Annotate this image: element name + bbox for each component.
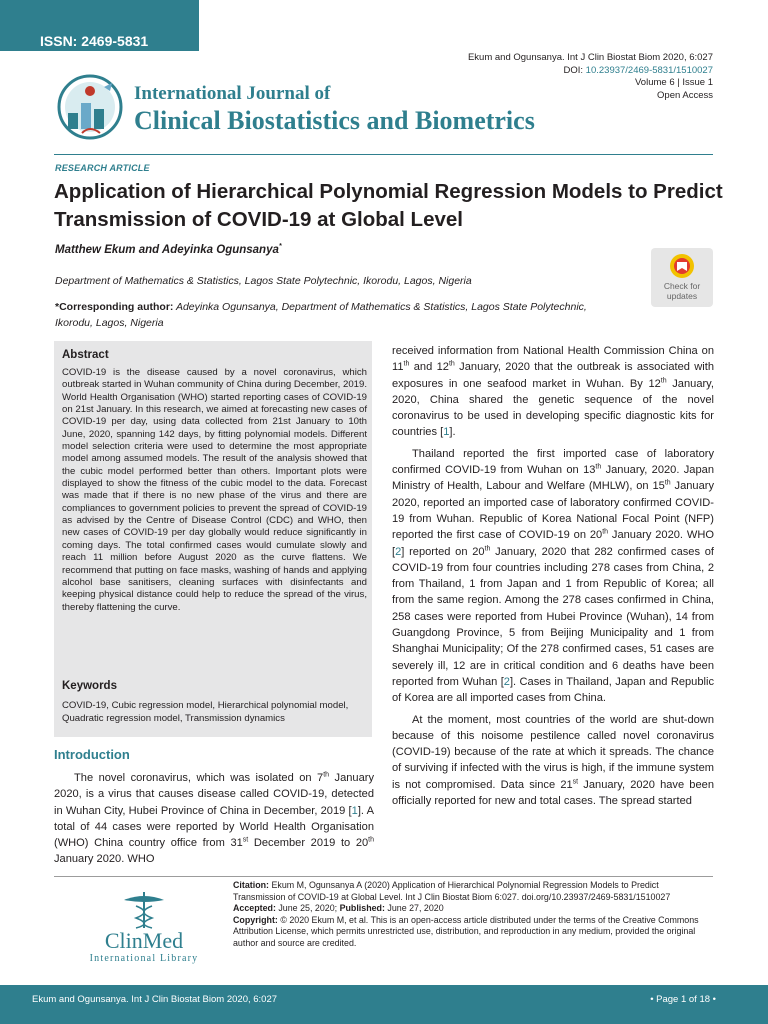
check-for-updates-icon — [651, 248, 713, 282]
abstract-heading: Abstract — [62, 349, 109, 361]
clinmed-logo-text: ClinMed — [104, 928, 184, 953]
corresponding-author: *Corresponding author: Adeyinka Ogunsanya, Department of Mathematics & Statistics, Lagos State Polytechnic, Ikorodu, Lagos, Nigeria — [55, 301, 587, 329]
header-divider — [54, 154, 713, 155]
body-paragraph: At the moment, most countries of the world are shut-down because of this noisome pestilence called novel coronavirus (COVID-19) because of the rate at which it spreads. The chance of surviving if infected with the virus is high, if the immune system is not compromised. Data since 21st January, 2020 have been officially reported for new and total cases. The spread started — [392, 713, 714, 808]
journal-name-line2: Clinical Biostatistics and Biometrics — [134, 106, 535, 135]
keywords-text: COVID-19, Cubic regression model, Hierarchical polynomial model, Quadratic regression model, Transmission dynamics — [62, 700, 349, 724]
article-meta — [468, 52, 713, 102]
journal-name-line1: International Journal of — [134, 83, 331, 104]
citation-divider — [54, 876, 713, 877]
meta-citation: Ekum and Ogunsanya. Int J Clin Biostat Biom 2020, 6:027 — [467, 52, 713, 63]
body-paragraph: Thailand reported the first imported case of laboratory confirmed COVID-19 from Wuhan on 13th January, 2020. Japan Ministry of Health, Labour and Welfare (MHLW), on 15th January 2020, reported an imported case of laboratory confirmed COVID-19 from Wuhan. Republic of Korea National Focal Point (NFP) reported the first case of COVID-19 on 20th January 2020. WHO [2] reported on 20th January, 2020 that 282 confirmed cases of COVID-19 from four countries including 278 cases from China, 2 from Thailand, 1 from Japan and 1 from Republic of Korea; all from the same region. Among the 278 cases confirmed in China, 258 cases were reported from Hubei Province (Wuhan), 14 from Guangdong Province, 5 from Beijing Municipality and 1 from Shanghai Municipality; Of the 278 confirmed cases, 51 cases are severely ill, 12 are in critical condition and 6 deaths have been reported from Wuhan [2]. Cases in Thailand, Japan and Republic of Korea are all imported cases from China. — [392, 447, 715, 705]
reference-link[interactable]: 2 — [503, 675, 510, 688]
author-mark: * — [278, 243, 282, 251]
medical-globe-icon — [54, 73, 126, 141]
issn-label: ISSN: 2469-5831 — [40, 33, 149, 49]
reference-link[interactable]: 2 — [395, 545, 402, 558]
check-for-updates-label: Check for updates — [663, 281, 701, 301]
reference-link[interactable]: 1 — [443, 426, 450, 439]
page-number: • Page 1 of 18 • — [650, 994, 716, 1005]
authors: Matthew Ekum and Adeyinka Ogunsanya* — [55, 243, 282, 256]
intro-paragraph: The novel coronavirus, which was isolated on 7th January 2020, is a virus that causes disease called COVID-19, detected in Wuhan City, Hubei Province of China in December, 2019 [1]. A total of 44 cases were reported by World Health Organisation (WHO) China country office from 31st December 2019 to 20th January 2020. WHO — [54, 771, 374, 866]
left-column — [54, 770, 374, 868]
keywords-heading: Keywords — [62, 680, 117, 692]
footer-citation: Ekum and Ogunsanya. Int J Clin Biostat Biom 2020, 6:027 — [32, 994, 278, 1005]
caduceus-icon — [62, 888, 226, 966]
citation-text: Citation: Ekum M, Ogunsanya A (2020) Application of Hierarchical Polynomial Regression Models to Predict Transmission of COVID-19 at Global Level. Int J Clin Biostat Biom 6:027. doi.org/10.23937/2469-5831/1510027 — [233, 880, 671, 902]
reference-link[interactable]: 1 — [351, 804, 358, 817]
right-column — [392, 343, 714, 809]
body-paragraph: received information from National Health Commission China on 11th and 12th January, 2020 that the outbreak is associated with exposures in one seafood market in Wuhan. By 12th January, 2020, China shared the genetic sequence of the novel coronavirus to be used in developing specific diagnostic kits for countries [1]. — [392, 345, 715, 439]
meta-access: Open Access — [657, 89, 713, 101]
article-title: Application of Hierarchical Polynomial Regression Models to Predict Transmission of COVID-19 at Global Level — [54, 180, 723, 231]
copyright-text: Copyright: © 2020 Ekum M, et al. This is an open-access article distributed under the terms of the Creative Commons Attribution License, which permits unrestricted use, distribution, and reproduction in any medium, provided the original author and source are credited. — [233, 914, 699, 948]
meta-volume: Volume 6 | Issue 1 — [635, 77, 713, 88]
clinmed-logo-subtext: International Library — [89, 953, 199, 964]
citation-block — [233, 880, 713, 950]
check-for-updates-badge[interactable] — [651, 248, 713, 307]
affiliation: Department of Mathematics & Statistics, Lagos State Polytechnic, Ikorodu, Lagos, Nigeria — [55, 275, 472, 287]
article-type: RESEARCH ARTICLE — [55, 163, 150, 173]
abstract-box — [54, 341, 372, 737]
doi-link[interactable]: 10.23937/2469-5831/1510027 — [585, 64, 713, 76]
accepted-published: Accepted: June 25, 2020; Published: June 27, 2020 — [233, 903, 444, 914]
introduction-heading: Introduction — [54, 747, 130, 762]
abstract-text: COVID-19 is the disease caused by a novel coronavirus, which outbreak started in Wuhan community of China during December, 2019. World Health Organisation (WHO) started reporting cases of COVID-19 on 21st January. In this research, we aimed at forecasting new cases of COVID-19 per day, using data collected from 21st January to 10th June, 2020, spanning 142 days, by fitting polynomial models. Different model selection criteria were used to determine the most appropriate model among assumed models. The result of the analysis showed that the cubic model performed better than others. Important plots were displayed to show the fitness of the cubic model to the data. Forecast was made that if there is no new phase of the virus and there are compliances to government policies to prevent the spread of COVID-19 as advised by the Centre of Disease Control (CDC) and WHO, then new cases of COVID-19 per day globally would reduce significantly in coming days. The total confirmed cases would cumulate slowly and reach 11 million before August 2020 as the curve flattens. We recommend that putting on face masks, washing of hands and applying alcohol base sanitisers, cleaning surfaces with disinfectants and keeping physical distance could help to reduce the spread of the virus, thereby flattening the curve. — [62, 367, 367, 613]
meta-doi: DOI: 10.23937/2469-5831/1510027 — [563, 64, 713, 76]
